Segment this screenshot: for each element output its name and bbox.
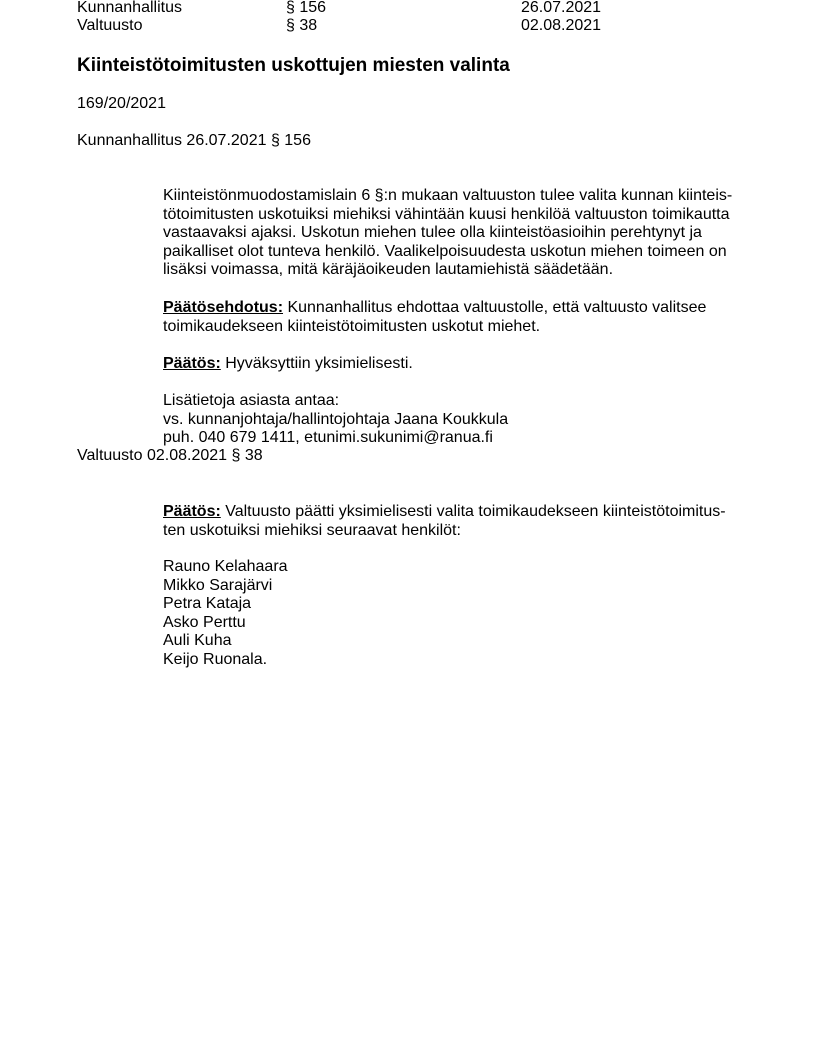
- case-number: 169/20/2021: [77, 95, 166, 112]
- contact-line: vs. kunnanjohtaja/hallintojohtaja Jaana Koukkula: [163, 410, 509, 428]
- valtuusto-decision: [163, 503, 726, 540]
- paragraph-line: lisäksi voimassa, mitä käräjäoikeuden lautamiehistä säädetään.: [163, 261, 614, 278]
- kh-paragraph: [163, 187, 732, 280]
- contact-line: Lisätietoja asiasta antaa:: [163, 392, 340, 409]
- header-body: Kunnanhallitus: [77, 0, 182, 16]
- list-item: Asko Perttu: [163, 613, 246, 631]
- decision-text: Hyväksyttiin yksimielisesti.: [220, 355, 413, 372]
- elected-list: [163, 558, 288, 669]
- contact-info: [163, 392, 508, 448]
- header-date: 02.08.2021: [521, 17, 602, 34]
- list-item: Auli Kuha: [163, 632, 232, 649]
- decision-text: ten uskotuiksi miehiksi seuraavat henkilöt:: [163, 521, 461, 539]
- list-item: Keijo Ruonala.: [163, 650, 268, 668]
- proposal-label: Päätösehdotus:: [163, 299, 284, 316]
- header-body: Valtuusto: [77, 17, 143, 34]
- header-section: § 38: [286, 17, 318, 34]
- paragraph-line: tötoimitusten uskotuiksi miehiksi vähintään kuusi henkilöä valtuuston toimikautta: [163, 205, 730, 223]
- list-item: Petra Kataja: [163, 595, 252, 612]
- page-title: Kiinteistötoimitusten uskottujen miesten valinta: [77, 55, 510, 76]
- paragraph-line: paikalliset olot tunteva henkilö. Vaalikelpoisuudesta uskotun miehen toimeen on: [163, 242, 727, 260]
- kh-decision: [163, 355, 413, 374]
- proposal-text: toimikaudekseen kiinteistötoimitusten uskotut miehet.: [163, 317, 541, 335]
- proposal-text: Kunnanhallitus ehdottaa valtuustolle, että valtuusto valitsee: [283, 299, 707, 316]
- header-section: § 156: [286, 0, 327, 16]
- proposal: [163, 299, 706, 336]
- list-item: Rauno Kelahaara: [163, 558, 288, 575]
- decision-text: Valtuusto päätti yksimielisesti valita toimikaudekseen kiinteistötoimitus-: [220, 503, 726, 520]
- valtuusto-heading: Valtuusto 02.08.2021 § 38: [77, 447, 263, 464]
- paragraph-line: Kiinteistönmuodostamislain 6 §:n mukaan valtuuston tulee valita kunnan kiinteis-: [163, 187, 733, 204]
- contact-line: puh. 040 679 1411, etunimi.sukunimi@ranua.fi: [163, 429, 493, 446]
- header-date: 26.07.2021: [521, 0, 602, 16]
- decision-label: Päätös:: [163, 503, 221, 520]
- list-item: Mikko Sarajärvi: [163, 576, 273, 594]
- paragraph-line: vastaavaksi ajaksi. Uskotun miehen tulee olla kiinteistöasioihin perehtynyt ja: [163, 224, 702, 241]
- decision-label: Päätös:: [163, 355, 221, 372]
- kh-heading: Kunnanhallitus 26.07.2021 § 156: [77, 132, 311, 149]
